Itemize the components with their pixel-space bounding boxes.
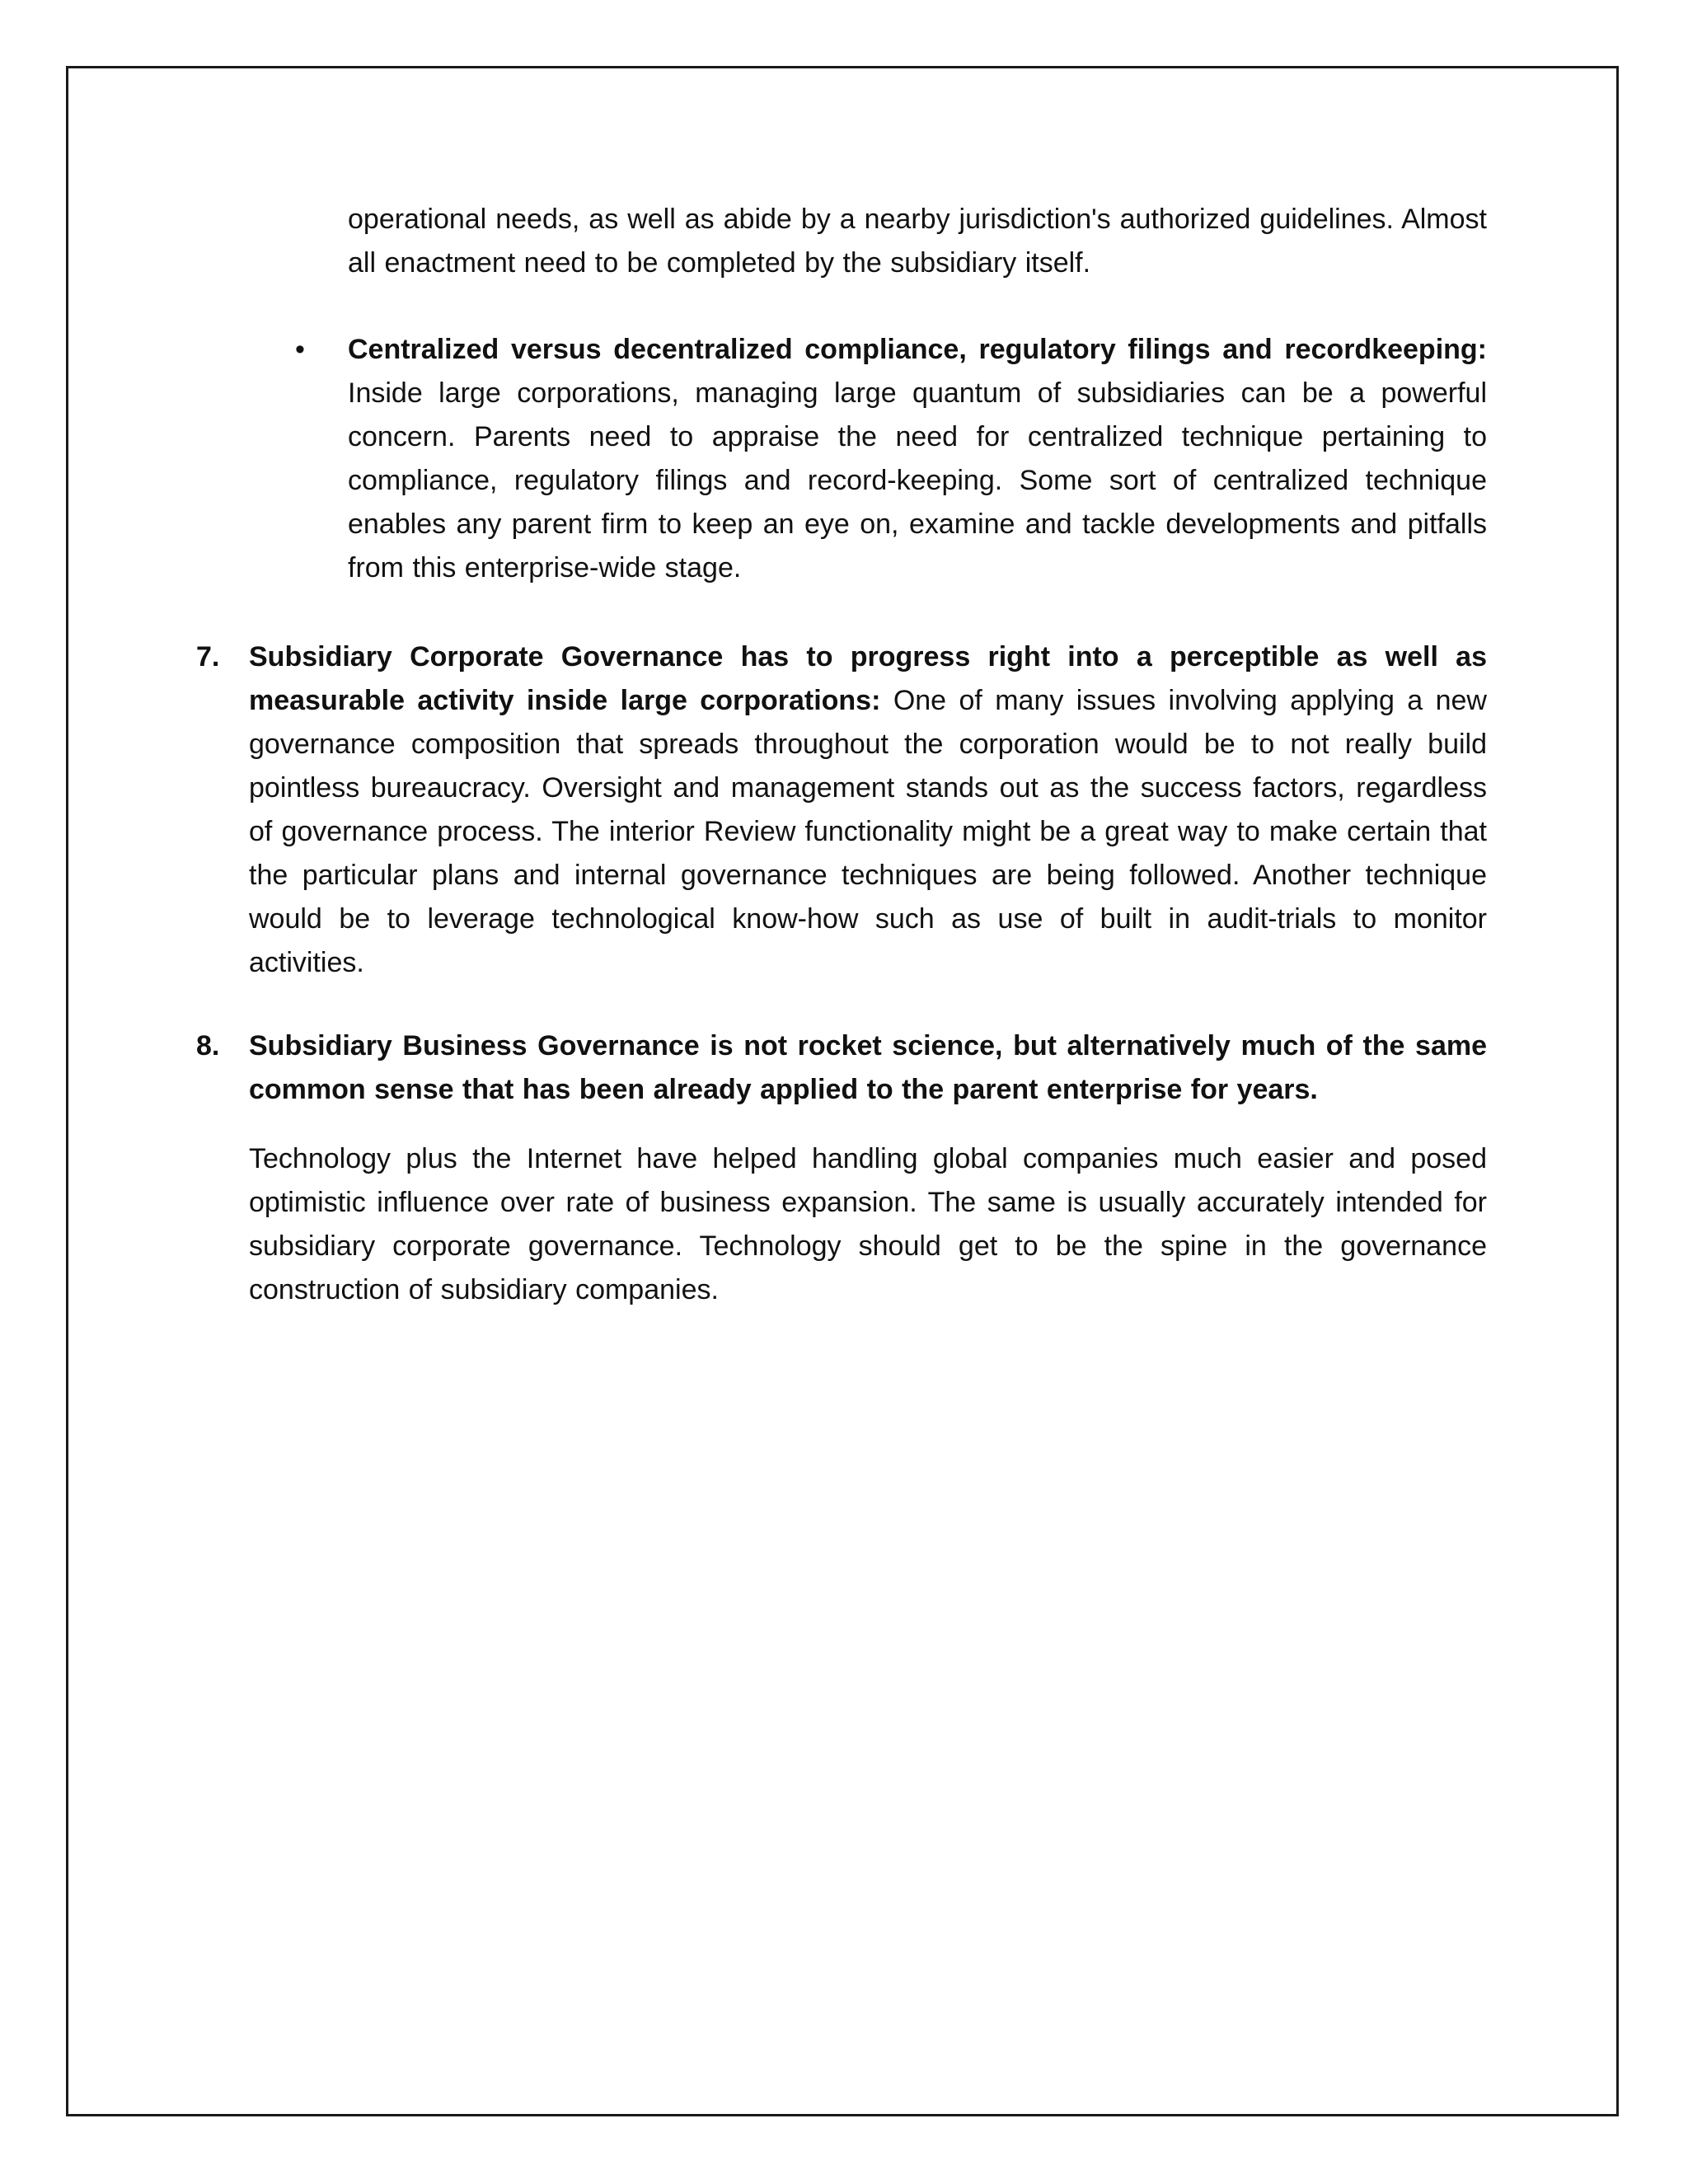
item-7-body: One of many issues involving applying a new governance composition that spreads throughout the corporation would be to not really build pointless bureaucracy. Oversight and management stands out as the success factors, regardless of governance process. The interior Review functionality might be a great way to make certain that the particular plans and internal governance techniques are being followed. Another technique would be to leverage technological know-how such as use of built in audit-trials to monitor activities. [249, 685, 1487, 978]
item-8-body: Technology plus the Internet have helped handling global companies much easier and posed optimistic influence over rate of business expansion. The same is usually accurately intended for subsidiary corporate governance. Technology should get to be the spine in the governance construction of subsidiary companies. [249, 1143, 1487, 1305]
bullet-paragraph [348, 328, 1487, 590]
item-8-paragraph [249, 1024, 1487, 1112]
item-7-heading: Subsidiary Corporate Governance has to progress right into a perceptible as well as measurable activity inside large corporations: [249, 641, 1487, 716]
item-8-heading: Subsidiary Business Governance is not rocket science, but alternatively much of the same common sense that has been already applied to the parent enterprise for years. [249, 1030, 1487, 1105]
continuation-paragraph: operational needs, as well as abide by a nearby jurisdiction's authorized guidelines. Almost all enactment need to be completed by the subsidiary itself. [348, 204, 1487, 279]
bullet-icon: • [295, 334, 305, 365]
item-7-number: 7. [196, 641, 220, 673]
bullet-body: Inside large corporations, managing large quantum of subsidiaries can be a powerful concern. Parents need to appraise the need for centralized technique pertaining to compliance, regulatory filings and record-keeping. Some sort of centralized technique enables any parent firm to keep an eye on, examine and tackle developments and pitfalls from this enterprise-wide stage. [348, 377, 1487, 583]
item-8-number: 8. [196, 1030, 220, 1062]
bullet-heading: Centralized versus decentralized compliance, regulatory filings and recordkeeping: [348, 334, 1487, 365]
item-7-paragraph [249, 635, 1487, 985]
